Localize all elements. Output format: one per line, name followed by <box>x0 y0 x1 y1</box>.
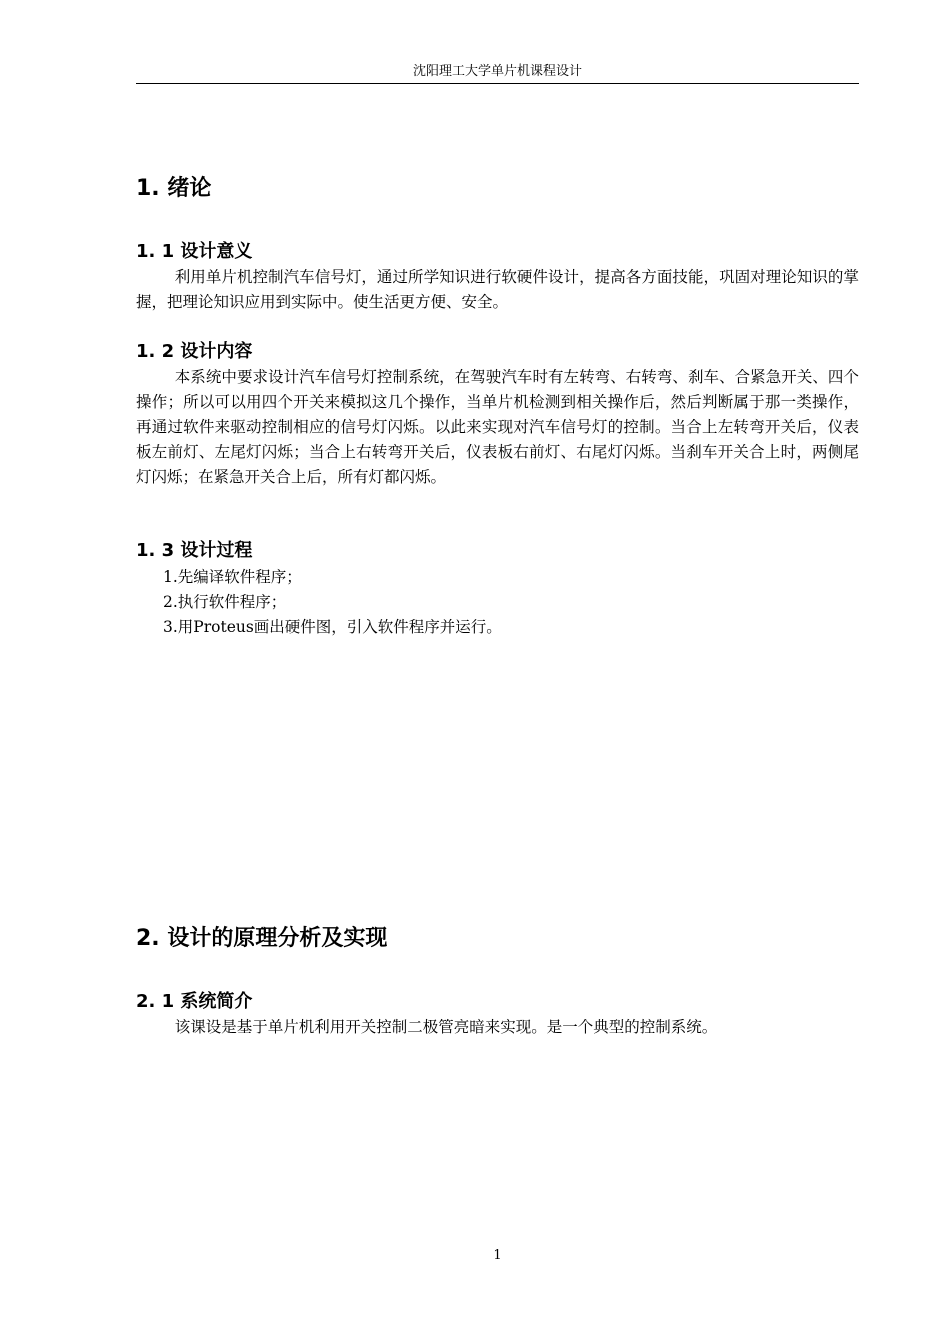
header-rule <box>136 83 859 84</box>
process-step: 3.用Proteus画出硬件图，引入软件程序并运行。 <box>163 618 502 636</box>
page-number: 1 <box>493 1248 502 1263</box>
process-step: 2.执行软件程序； <box>163 593 287 611</box>
section-1-2-heading: 1. 2 设计内容 <box>136 341 253 362</box>
section-2-1-heading: 2. 1 系统简介 <box>136 991 253 1012</box>
section-1-1-heading: 1. 1 设计意义 <box>136 241 253 262</box>
section-2-1-paragraph: 该课设是基于单片机利用开关控制二极管亮暗来实现。是一个典型的控制系统。 <box>174 1018 718 1036</box>
section-1-1-paragraph: 利用单片机控制汽车信号灯，通过所学知识进行软硬件设计，提高各方面技能，巩固对理论知识的掌握，把理论知识应用到实际中。使生活更方便、安全。 <box>136 268 859 311</box>
running-header: 沈阳理工大学单片机课程设计 <box>412 64 582 79</box>
section-1-2-paragraph: 本系统中要求设计汽车信号灯控制系统，在驾驶汽车时有左转弯、右转弯、刹车、合紧急开关、四个操作；所以可以用四个开关来模拟这几个操作，当单片机检测到相关操作后，然后判断属于那一类操作，再通过软件来驱动控制相应的信号灯闪烁。以此来实现对汽车信号灯的控制。当合上左转弯开关后，仪表板左前灯、左尾灯闪烁；当合上右转弯开关后，仪表板右前灯、右尾灯闪烁。当刹车开关合上时，两侧尾灯闪烁；在紧急开关合上后，所有灯都闪烁。 <box>136 368 859 486</box>
section-1-heading: 1. 绪论 <box>136 176 212 201</box>
process-step-list <box>163 565 853 640</box>
process-step: 1.先编译软件程序； <box>163 568 302 586</box>
section-1-3-heading: 1. 3 设计过程 <box>136 540 253 561</box>
section-2-heading: 2. 设计的原理分析及实现 <box>136 926 388 951</box>
